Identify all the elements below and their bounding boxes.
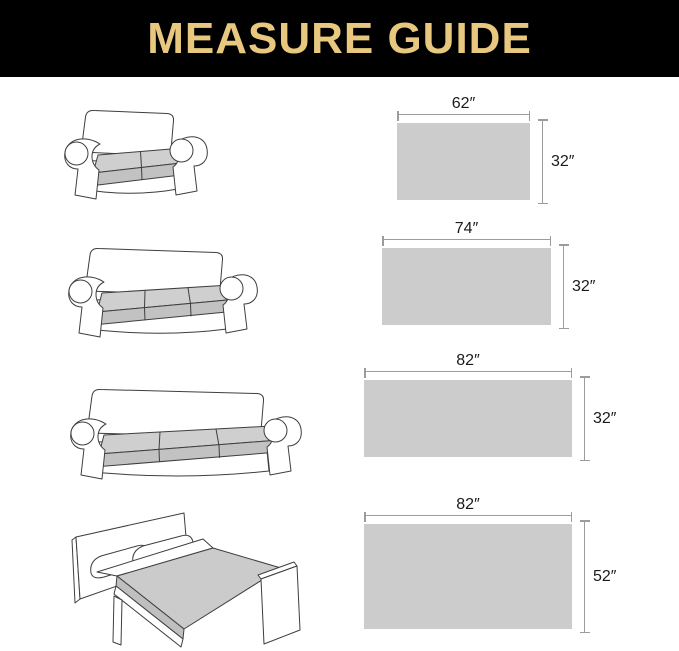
width-dimension-line (364, 371, 572, 372)
cover-size-swatch (382, 248, 551, 325)
height-dimension-line (584, 520, 585, 633)
loveseat-left-arm-scroll (65, 142, 88, 165)
width-dimension-line (364, 515, 572, 516)
furniture-loveseat (48, 100, 210, 200)
sofa-icon (52, 236, 260, 344)
header-banner (0, 0, 679, 77)
loveseat-icon (48, 100, 210, 200)
cover-size-swatch (397, 123, 530, 200)
bed-icon (68, 508, 304, 650)
oversized-sofa-icon (54, 376, 304, 488)
loveseat-back (81, 110, 174, 156)
width-dimension-label: 82″ (456, 352, 480, 369)
size-diagram-oversized-sofa (364, 352, 617, 457)
bed-leg (113, 596, 122, 645)
height-dimension-label: 32″ (572, 277, 596, 295)
bed-footboard (261, 566, 300, 644)
furniture-oversized-sofa (54, 376, 304, 488)
width-dimension-label: 82″ (456, 496, 480, 513)
oversized-sofa-right-arm-scroll (264, 419, 287, 442)
width-dimension-line (397, 114, 530, 115)
sofa-right-arm-scroll (220, 277, 243, 300)
loveseat-right-arm-scroll (170, 139, 193, 162)
cover-size-swatch (364, 524, 572, 629)
size-diagram-bed (364, 496, 617, 629)
height-dimension-label: 32″ (551, 152, 575, 170)
size-diagram-loveseat (397, 95, 575, 200)
cover-size-swatch (364, 380, 572, 457)
furniture-bed (68, 508, 304, 650)
height-dimension-label: 52″ (593, 567, 617, 585)
oversized-sofa-left-arm-scroll (71, 422, 94, 445)
sofa-left-arm-scroll (69, 280, 92, 303)
height-dimension-line (542, 119, 543, 204)
width-dimension-line (382, 239, 551, 240)
height-dimension-label: 32″ (593, 409, 617, 427)
furniture-sofa (52, 236, 260, 344)
width-dimension-label: 74″ (454, 220, 479, 237)
size-diagram-sofa (382, 220, 596, 325)
height-dimension-line (563, 244, 564, 329)
height-dimension-line (584, 376, 585, 461)
page-title: MEASURE GUIDE (147, 13, 532, 63)
sofa-cushion-divider (145, 291, 146, 321)
width-dimension-label: 62″ (451, 95, 476, 112)
